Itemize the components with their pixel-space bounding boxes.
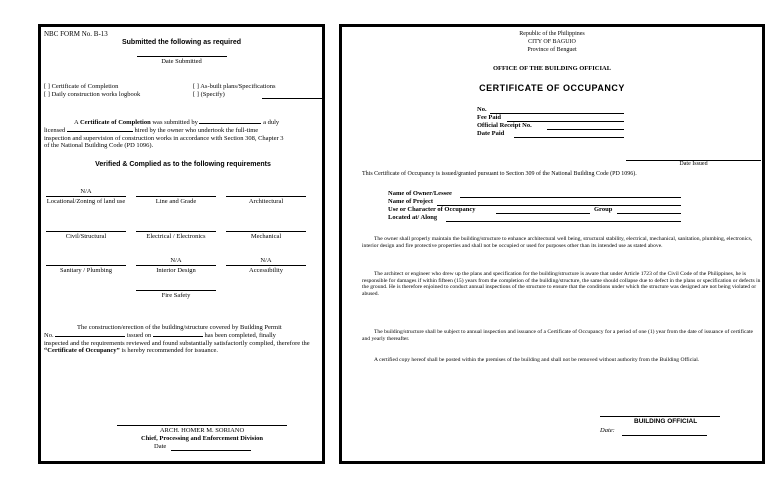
field-official-receipt-line[interactable] — [547, 129, 624, 130]
field-date-paid-line[interactable] — [514, 137, 624, 138]
para2-a: The construction/erection of the building/structure covered by Building Permit — [77, 324, 282, 331]
field-no-line[interactable] — [490, 113, 624, 114]
date-submitted-label: Date Submitted — [161, 58, 202, 65]
official-signature-line — [600, 416, 720, 417]
detail-occupancy-line[interactable] — [496, 213, 590, 214]
para2-c: issued on — [126, 331, 152, 339]
requirement-label: Line and Grade — [155, 198, 197, 205]
detail-group-line[interactable] — [617, 213, 681, 214]
requirement-label: Fire Safety — [161, 292, 191, 299]
field-fee-paid: Fee Paid — [477, 114, 502, 121]
issued-on-line[interactable] — [153, 336, 203, 337]
checkbox-daily-logbook[interactable]: [ ] Daily construction works logbook — [44, 91, 141, 98]
requirement-line — [226, 265, 306, 266]
requirement-line — [46, 196, 126, 197]
field-no: No. — [477, 106, 487, 113]
requirement-value: N/A — [260, 257, 272, 264]
para2-e: inspected and the requirements reviewed and found substantially satisfactorily complied, therefore the — [44, 339, 310, 347]
building-official-label: BUILDING OFFICIAL — [634, 418, 698, 425]
para1-g: inspection and supervision of construction works in accordance with Section 308, Chapter 3 — [44, 134, 284, 142]
para1-e: licensed — [44, 126, 66, 134]
licensed-line[interactable] — [67, 131, 133, 132]
form-number: NBC FORM No. B-13 — [44, 30, 108, 38]
condition-paragraph: The building/structure shall be subject to annual inspection and issuance of a Certificate of Occupancy for a period of one (1) year from the date of issuance of certificate and yearly thereafter. — [362, 329, 753, 342]
requirement-line — [226, 196, 306, 197]
completion-paragraph — [44, 119, 322, 150]
signatory-name: ARCH. HOMER M. SORIANO — [159, 427, 245, 434]
detail-group: Group — [594, 206, 613, 213]
republic-header: Republic of the Philippines — [519, 31, 585, 37]
para1-b: Certificate of Completion — [79, 119, 151, 126]
requirement-line — [136, 196, 216, 197]
certificate-title: CERTIFICATE OF OCCUPANCY — [479, 83, 625, 93]
requirement-label: Accessibility — [249, 267, 283, 274]
date-submitted-line — [137, 56, 227, 57]
official-date-line[interactable] — [622, 435, 707, 436]
para1-f: hired by the owner who undertook the full-time — [134, 126, 259, 134]
requirement-label: Civil/Structural — [65, 233, 107, 240]
requirement-value: N/A — [170, 257, 182, 264]
signatory-title: Chief, Processing and Enforcement Division — [141, 435, 263, 442]
para2-g: is hereby recommended for issuance. — [119, 347, 218, 355]
recommendation-paragraph — [44, 324, 322, 355]
requirement-line — [46, 265, 126, 266]
condition-paragraph: A certified copy hereof shall be posted within the premises of the building and shall not be removed without authority from the Building Official. — [374, 357, 700, 363]
detail-owner: Name of Owner/Lessee — [388, 190, 452, 197]
certificate-of-occupancy-page — [339, 24, 765, 464]
field-date-paid: Date Paid — [477, 130, 505, 137]
requirement-line — [136, 290, 216, 291]
permit-no-line[interactable] — [55, 336, 125, 337]
para1-h: of the National Building Code (PD 1096). — [44, 142, 154, 150]
province-header: Province of Benguet — [527, 47, 577, 53]
requirement-label: Mechanical — [250, 233, 282, 240]
signature-line — [117, 425, 287, 426]
requirement-label: Architectural — [248, 198, 284, 205]
date-issued-label: Date Issued — [679, 161, 708, 167]
submitted-by-line[interactable] — [199, 123, 261, 124]
field-official-receipt: Official Receipt No. — [477, 122, 532, 129]
office-header: OFFICE OF THE BUILDING OFFICIAL — [492, 65, 612, 72]
requirement-label: Sanitary / Plumbing — [60, 267, 112, 274]
checkbox-certificate-of-completion[interactable]: [ ] Certificate of Completion — [44, 83, 119, 90]
detail-location-line[interactable] — [446, 221, 681, 222]
detail-occupancy: Use or Character of Occupancy — [388, 206, 476, 213]
para1-a: A — [74, 119, 80, 126]
date-line[interactable] — [171, 450, 251, 451]
para2-d: has been completed, finally — [204, 331, 276, 339]
submitted-heading: Submitted the following as required — [121, 39, 241, 46]
para2-b: No. — [44, 331, 54, 339]
requirement-line — [46, 231, 126, 232]
para1-d: a duly — [263, 119, 280, 126]
para1-c: was submitted by — [150, 119, 198, 126]
specify-line — [262, 98, 322, 99]
requirement-label: Electrical / Electronics — [146, 233, 206, 240]
checkbox-as-built-plans[interactable]: [ ] As-built plans/Specifications — [193, 83, 276, 90]
detail-project: Name of Project — [388, 198, 433, 205]
condition-paragraph: The architect or engineer who drew up the plans and specification for the building/structure is aware that under Article 1723 of the Civil Code of the Philippines, he is responsible for damages if within fifteen (15) years from the completion of the building/structure, the same should collapse due to defect in the plans or specification or defects in the ground. He is therefore enjoined to conduct annual inspections of the structure to ensure that the conditions under which the structure was designed are not being violated or abused. — [362, 271, 761, 298]
requirement-line — [136, 265, 216, 266]
condition-paragraph: The owner shall properly maintain the building/structure to enhance architectural well being, structural stability, electrical, mechanical, sanitation, plumbing, electronics, interior design and fire protective properties and shall not be occupied or used for purposes other than its intended use as stated above. — [362, 236, 753, 249]
requirement-label: Locational/Zoning of land use — [46, 198, 126, 205]
requirement-value: N/A — [80, 188, 92, 195]
certificate-intro: This Certificate of Occupancy is issued/granted pursuant to Section 309 of the National Building Code (PD 1096). — [362, 171, 637, 177]
detail-location: Located at/ Along — [388, 214, 438, 221]
recommendation-form-page — [38, 24, 325, 464]
checkbox-specify[interactable]: [ ] (Specify) — [193, 91, 225, 98]
detail-owner-line[interactable] — [460, 197, 681, 198]
verified-heading: Verified & Complied as to the following requirements — [95, 161, 271, 168]
requirement-line — [226, 231, 306, 232]
requirement-label: Interior Design — [156, 267, 196, 274]
para2-f: “Certificate of Occupancy” — [44, 347, 120, 355]
official-date-label: Date: — [600, 427, 615, 434]
requirement-line — [136, 231, 216, 232]
date-label: Date — [154, 443, 167, 450]
city-header: CITY OF BAGUIO — [528, 39, 576, 45]
